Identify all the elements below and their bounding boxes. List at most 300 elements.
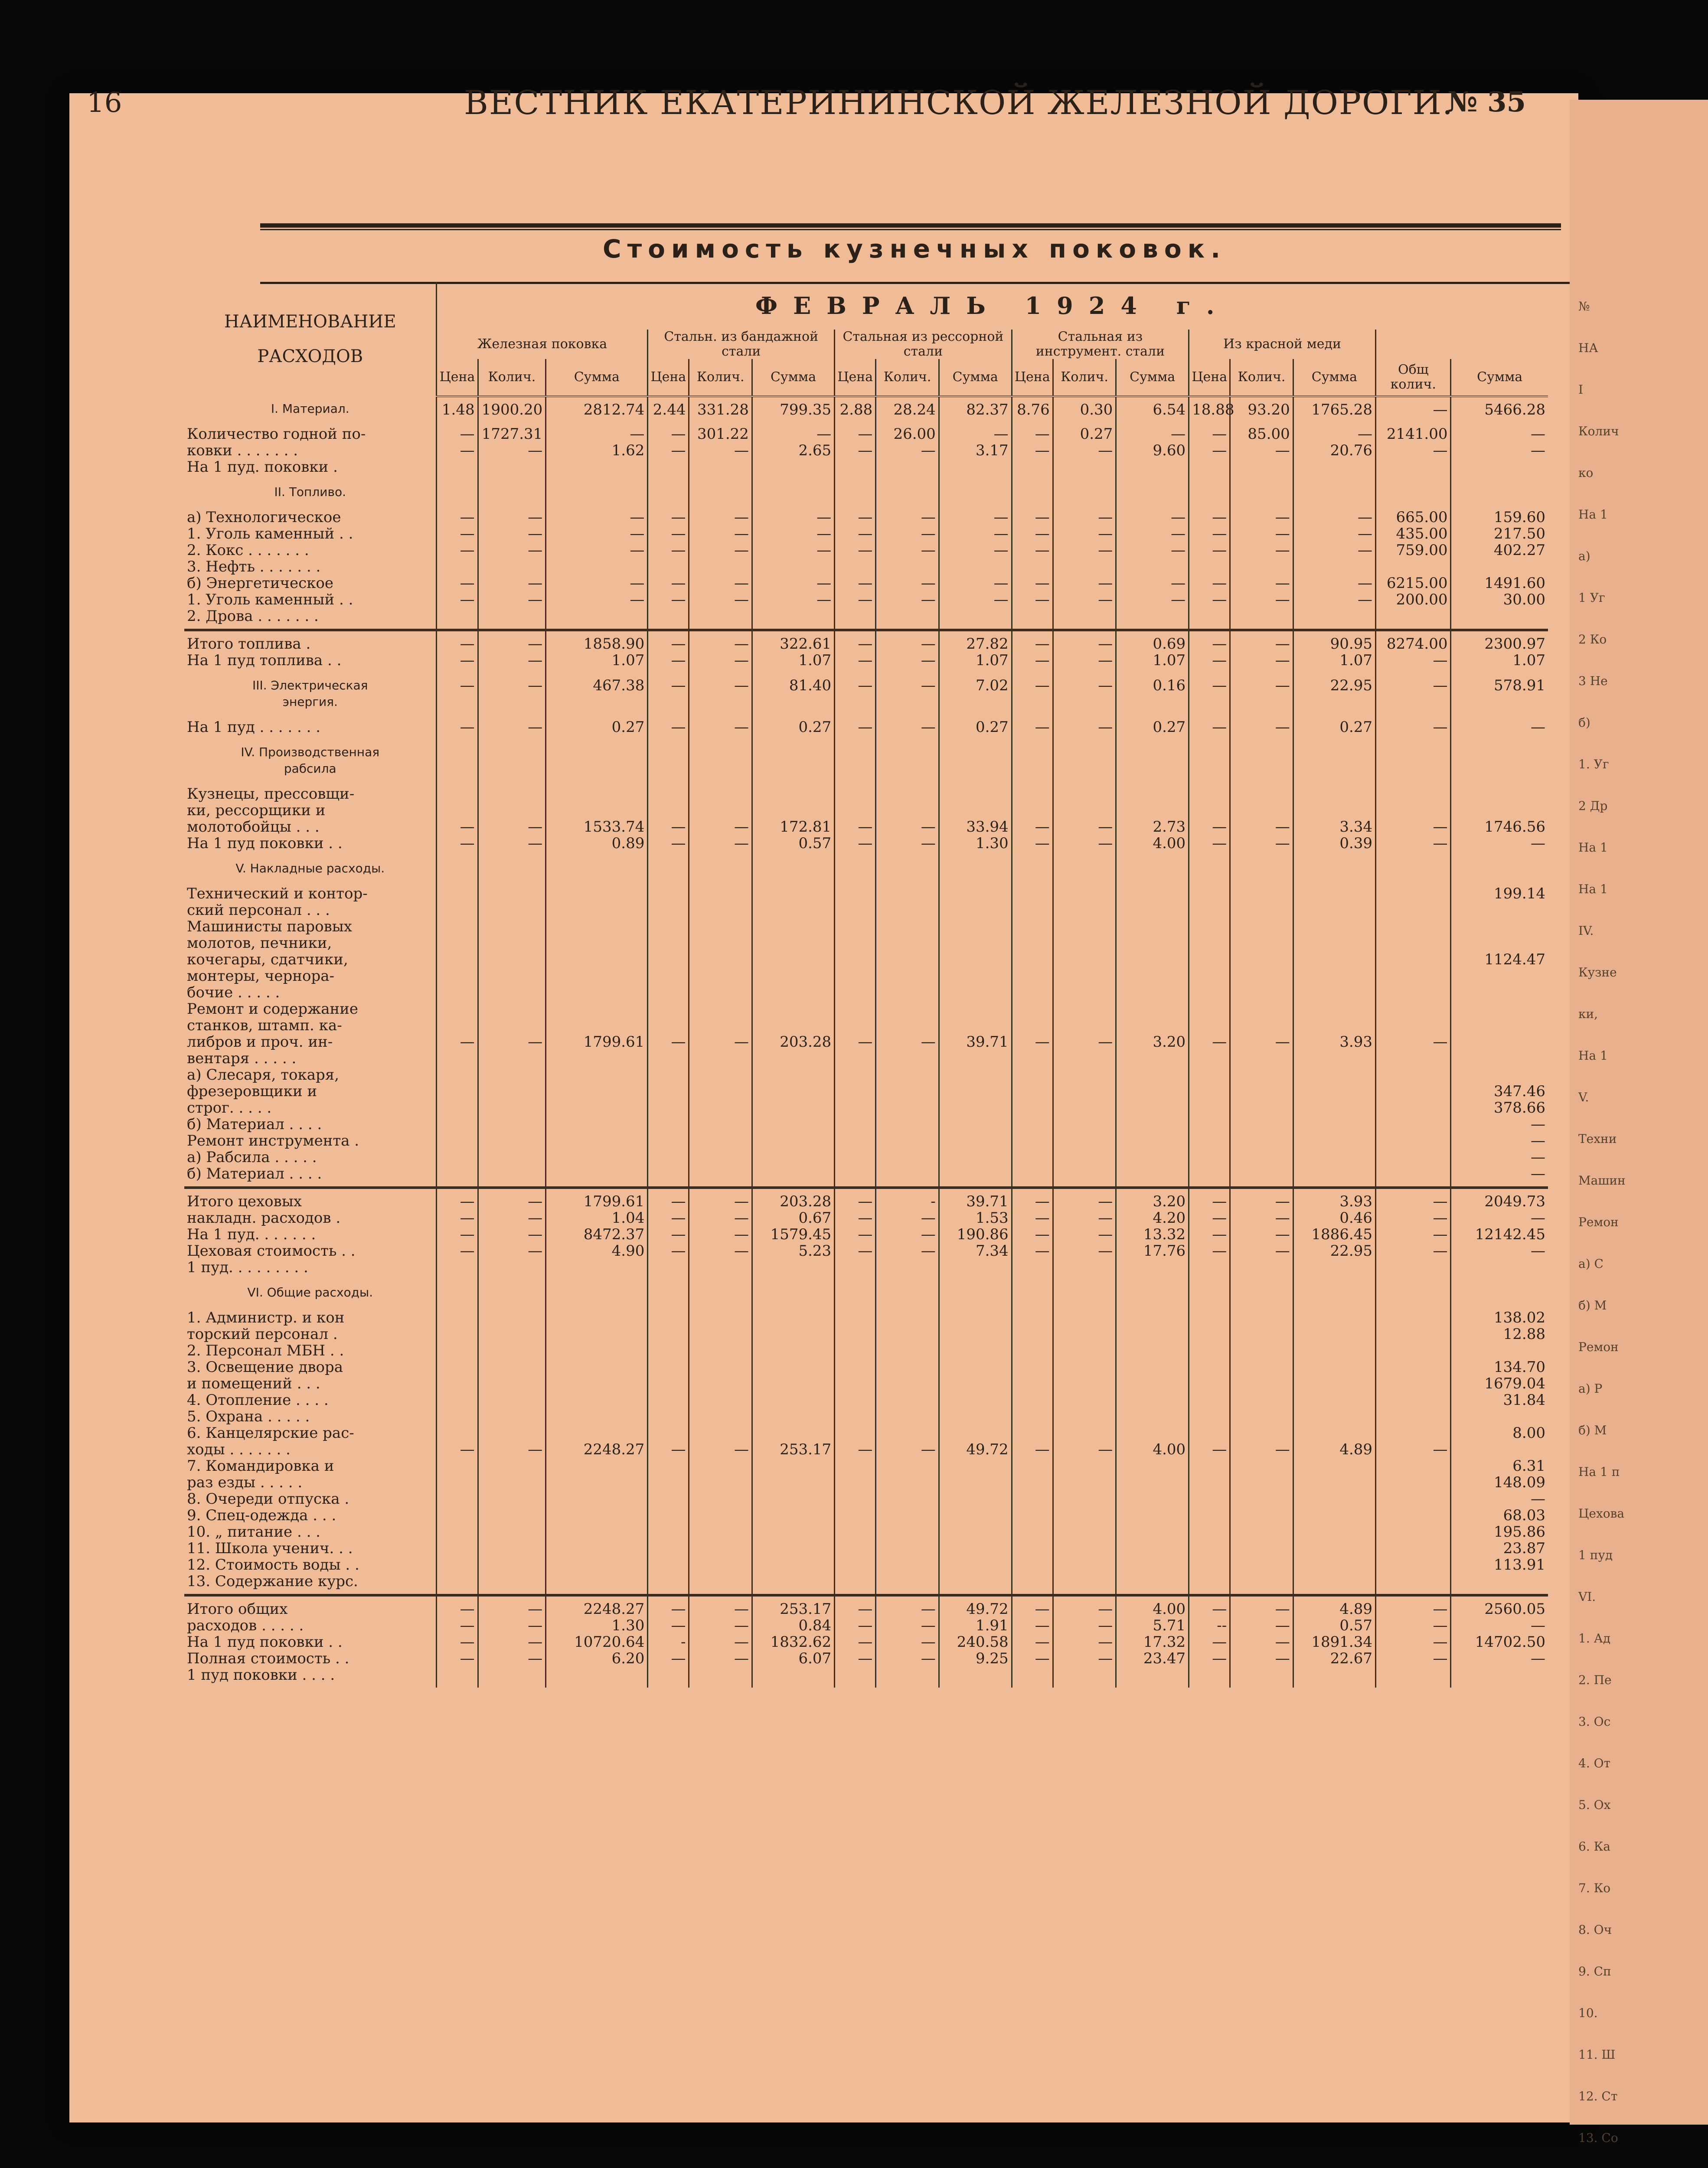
table-cell: 1900.20 (478, 396, 546, 421)
table-cell: — — (1451, 421, 1548, 480)
table-cell: 1.48 (437, 396, 478, 421)
table-cell: 90.95 1.07 (1293, 630, 1375, 673)
adjacent-page-text: а) С (1578, 1257, 1603, 1271)
table-cell: — — — — — (437, 505, 478, 630)
table-cell (546, 480, 648, 505)
row-header: НАИМЕНОВАНИЕ РАСХОДОВ (224, 312, 396, 366)
table-cell: — — (437, 630, 478, 673)
table-cell: 467.38 (546, 673, 648, 715)
table-cell (835, 1280, 876, 1305)
table-cell: 5466.28 (1451, 396, 1548, 421)
table-cell: — (437, 715, 478, 740)
subcolumn-header: Сумма (752, 359, 834, 396)
table-row (184, 740, 1548, 781)
section-heading: II. Топливо. (274, 485, 346, 499)
table-cell (939, 740, 1012, 781)
table-cell: — (876, 673, 939, 715)
table-cell: — — — — (1376, 1595, 1451, 1688)
table-cell: — (876, 1305, 939, 1595)
table-cell: 2.88 (835, 396, 876, 421)
table-cell (478, 740, 546, 781)
table-row (184, 673, 1548, 715)
table-cell: 253.17 0.84 1832.62 6.07 (752, 1595, 834, 1688)
subcolumn-header: Цена (648, 359, 689, 396)
table-cell: — — — — — (1053, 505, 1116, 630)
table-cell (1053, 480, 1116, 505)
table-cell: — — (835, 630, 876, 673)
table-cell (1451, 740, 1548, 781)
table-cell: — (648, 1305, 689, 1595)
table-cell: — (1376, 673, 1451, 715)
table-cell: — (1376, 881, 1451, 1188)
table-cell: — (1230, 715, 1293, 740)
adjacent-page-text: Ремон (1578, 1215, 1619, 1229)
table-cell: 0.30 (1053, 396, 1116, 421)
table-cell (1230, 856, 1293, 881)
section-heading: I. Материал. (271, 402, 349, 416)
table-cell: — (478, 673, 546, 715)
table-cell: — — — — — (1293, 505, 1375, 630)
table-cell: — (1012, 715, 1053, 740)
table-cell: — (876, 715, 939, 740)
adjacent-page-text: Техни (1578, 1132, 1617, 1146)
table-cell: 49.72 1.91 240.58 9.25 (939, 1595, 1012, 1688)
subcolumn-header: Сумма (1293, 359, 1375, 396)
table-cell: 49.72 (939, 1305, 1012, 1595)
adjacent-page-text: НА (1578, 341, 1598, 355)
table-cell (478, 480, 546, 505)
table-cell: 2049.73 — 12142.45 — (1451, 1188, 1548, 1280)
row-label: Количество годной по- ковки . . . . . . . На 1 пуд. поковки . (187, 425, 366, 476)
table-cell: — (1189, 1305, 1230, 1595)
section-heading: VI. Общие расходы. (247, 1285, 373, 1299)
table-cell (478, 1280, 546, 1305)
table-cell: 322.61 1.07 (752, 630, 834, 673)
table-cell: — — — — — (689, 505, 752, 630)
subcolumn-header: Колич. (876, 359, 939, 396)
table-cell (1293, 480, 1375, 505)
table-cell: 2.44 (648, 396, 689, 421)
subcolumn-header: Цена (437, 359, 478, 396)
table-cell: 2248.27 1.30 10720.64 6.20 (546, 1595, 648, 1688)
table-cell: — — — — (1053, 1595, 1116, 1688)
table-cell: — — — — — (478, 505, 546, 630)
table-row (184, 1188, 1548, 1280)
table-cell (1376, 740, 1451, 781)
table-cell: — (835, 1305, 876, 1595)
table-cell: — 1.62 (546, 421, 648, 480)
group-header: Из красной меди (1189, 330, 1376, 359)
table-row (184, 480, 1548, 505)
table-cell: 799.35 (752, 396, 834, 421)
table-cell: — 20.76 (1293, 421, 1375, 480)
table-cell (546, 740, 648, 781)
subcolumn-header: Колич. (1053, 359, 1116, 396)
adjacent-page-text: 2 Ко (1578, 632, 1607, 646)
adjacent-page-text: 1 Уг (1578, 591, 1605, 605)
table-cell (689, 480, 752, 505)
table-cell: 2560.05 — 14702.50 — (1451, 1595, 1548, 1688)
table-cell: 1533.74 0.89 (546, 781, 648, 856)
row-label: Итого общих расходов . . . . . На 1 пуд поковки . . Полная стоимость . . 1 пуд поковки . . . . (184, 1595, 437, 1688)
table-cell: — (1053, 1305, 1116, 1595)
table-row (184, 715, 1548, 740)
adjacent-page-text: б) М (1578, 1298, 1607, 1313)
table-cell (1116, 480, 1189, 505)
table-cell (1451, 856, 1548, 881)
adjacent-page-text: № (1578, 299, 1590, 313)
table-cell: — — (1053, 781, 1116, 856)
table-cell (752, 1280, 834, 1305)
table-cell: — (478, 881, 546, 1188)
subcolumn-header: Колич. (689, 359, 752, 396)
table-cell: — (689, 1305, 752, 1595)
table-cell (1116, 740, 1189, 781)
table-cell: — — (835, 421, 876, 480)
table-cell: — (835, 715, 876, 740)
table-cell: — — — — (648, 1188, 689, 1280)
adjacent-page-text: Машин (1578, 1173, 1626, 1188)
table-cell: 3.20 4.20 13.32 17.76 (1116, 1188, 1189, 1280)
table-cell (1116, 1280, 1189, 1305)
table-cell: 4.00 5.71 17.32 23.47 (1116, 1595, 1189, 1688)
adjacent-page-text: ко (1578, 466, 1594, 480)
table-cell: — — (835, 781, 876, 856)
group-header: Железная поковка (437, 330, 648, 359)
table-row (184, 1305, 1548, 1595)
table-cell: — — (648, 421, 689, 480)
table-cell: 199.14 1124.47 347.46 378.66 — — — — (1451, 881, 1548, 1188)
table-cell: — — (1053, 630, 1116, 673)
table-cell: — — — — — (835, 505, 876, 630)
table-cell: 0.16 (1116, 673, 1189, 715)
table-cell: — — (1189, 630, 1230, 673)
table-cell: — — (1012, 781, 1053, 856)
adjacent-page-text: а) (1578, 549, 1590, 563)
table-cell: — (835, 673, 876, 715)
table-cell (876, 480, 939, 505)
table-cell: — 9.60 (1116, 421, 1189, 480)
table-cell: 253.17 (752, 1305, 834, 1595)
subcolumn-header: Колич. (478, 359, 546, 396)
table-cell: 1799.61 1.04 8472.37 4.90 (546, 1188, 648, 1280)
table-cell: 7.02 (939, 673, 1012, 715)
table-row (184, 1280, 1548, 1305)
table-cell: — — (689, 781, 752, 856)
table-cell: — — — — (689, 1595, 752, 1688)
group-header: Стальная из инструмент. стали (1012, 330, 1189, 359)
table-cell: 39.71 1.53 190.86 7.34 (939, 1188, 1012, 1280)
total-column-header: Общ колич. (1376, 359, 1451, 396)
table-cell: — — - — (648, 1595, 689, 1688)
table-cell: — — — — (437, 1595, 478, 1688)
table-cell (1293, 856, 1375, 881)
table-cell: — — (478, 630, 546, 673)
table-cell: — — — — — (546, 505, 648, 630)
table-cell: — (1012, 881, 1053, 1188)
table-cell: — — — — (1189, 1188, 1230, 1280)
table-cell: — — — — (1053, 1188, 1116, 1280)
table-cell: — (1012, 1305, 1053, 1595)
adjacent-page-edge (1570, 100, 1708, 2145)
table-cell: — (689, 673, 752, 715)
table-cell: 1799.61 (546, 881, 648, 1188)
table-cell: 4.00 (1116, 1305, 1189, 1595)
row-label: Итого топлива . На 1 пуд топлива . . (184, 630, 437, 673)
table-cell (1376, 856, 1451, 881)
table-cell: — (835, 881, 876, 1188)
table-cell: 578.91 (1451, 673, 1548, 715)
table-cell (689, 856, 752, 881)
table-cell: — (1376, 715, 1451, 740)
table-row (184, 630, 1548, 673)
adjacent-page-text: На 1 п (1578, 1465, 1620, 1479)
table-cell (1189, 1280, 1230, 1305)
adjacent-page-text: 10. (1578, 2006, 1598, 2020)
section-heading: III. Электрическая энергия. (252, 678, 368, 709)
table-cell (876, 856, 939, 881)
table-cell: 2300.97 1.07 (1451, 630, 1548, 673)
row-label: Кузнецы, прессовщи- ки, рессорщики и молотобойцы . . . На 1 пуд поковки . . (187, 785, 355, 852)
table-cell: — — (1012, 630, 1053, 673)
table-cell: 3.93 (1293, 881, 1375, 1188)
adjacent-page-text: IV. (1578, 924, 1594, 938)
table-cell (939, 480, 1012, 505)
table-cell: — (1376, 1305, 1451, 1595)
table-cell: — (648, 881, 689, 1188)
header-rule (260, 223, 1561, 228)
group-header: Стальн. из бандажной стали (648, 330, 835, 359)
table-cell: 4.89 (1293, 1305, 1375, 1595)
table-row (184, 781, 1548, 856)
table-cell: — — (1230, 630, 1293, 673)
table-cell: — (437, 673, 478, 715)
table-cell (939, 856, 1012, 881)
subcolumn-header: Сумма (546, 359, 648, 396)
table-cell: — — — — — (648, 505, 689, 630)
adjacent-page-text: б) (1578, 715, 1590, 730)
table-cell: 6.54 (1116, 396, 1189, 421)
table-cell: — — — — (835, 1188, 876, 1280)
table-cell: 2141.00 — (1376, 421, 1451, 480)
table-cell: — — (1189, 421, 1230, 480)
table-cell: — — — — — (1116, 505, 1189, 630)
table-cell (1293, 740, 1375, 781)
adjacent-page-text: Ремон (1578, 1340, 1619, 1354)
table-cell: 3.34 0.39 (1293, 781, 1375, 856)
table-cell: 4.89 0.57 1891.34 22.67 (1293, 1595, 1375, 1688)
adjacent-page-text: 4. От (1578, 1756, 1611, 1770)
subcolumn-header: Цена (1189, 359, 1230, 396)
table-cell: 0.27 (546, 715, 648, 740)
adjacent-page-text: VI. (1578, 1590, 1596, 1604)
table-cell (1116, 856, 1189, 881)
table-cell (648, 1280, 689, 1305)
table-cell (1376, 480, 1451, 505)
table-cell (648, 740, 689, 781)
table-cell: 93.20 (1230, 396, 1293, 421)
adjacent-page-text: На 1 (1578, 1048, 1608, 1063)
table-cell: — — — — — (876, 505, 939, 630)
table-cell: 81.40 (752, 673, 834, 715)
adjacent-page-text: 1. Ад (1578, 1631, 1611, 1646)
table-cell: — — — — (1376, 1188, 1451, 1280)
table-cell: — (876, 881, 939, 1188)
table-row (184, 505, 1548, 630)
table-cell: — (1189, 673, 1230, 715)
adjacent-page-text: б) М (1578, 1423, 1607, 1437)
table-cell (689, 740, 752, 781)
table-cell (1189, 856, 1230, 881)
table-cell: — — — — — (939, 505, 1012, 630)
row-label: Итого цеховых накладн. расходов . На 1 пуд. . . . . . . Цеховая стоимость . . 1 пуд. . . . . . . . . (184, 1188, 437, 1280)
table-cell (835, 856, 876, 881)
table-row (184, 856, 1548, 881)
table-cell: — — (437, 781, 478, 856)
table-cell: — (689, 881, 752, 1188)
table-cell: 2248.27 (546, 1305, 648, 1595)
adjacent-page-text: На 1 (1578, 507, 1608, 522)
adjacent-page-text: 13. Со (1578, 2131, 1618, 2145)
row-label: а) Технологическое 1. Уголь каменный . . 2. Кокс . . . . . . . 3. Нефть . . . . . . . б) Энергетическое 1. Уголь каменный . . 2. Дрова . . . . . . . (187, 509, 353, 625)
table-cell: — -- — — (1189, 1595, 1230, 1688)
table-cell: 138.02 12.88 134.70 1679.04 31.84 8.00 6.31 148.09 — 68.03 195.86 23.87 113.91 (1451, 1305, 1548, 1595)
table-cell: — — (876, 630, 939, 673)
table-cell: — — (876, 781, 939, 856)
table-cell: — (1189, 881, 1230, 1188)
table-cell: — (1230, 1305, 1293, 1595)
table-cell: — — (1376, 781, 1451, 856)
table-cell: 39.71 (939, 881, 1012, 1188)
subcolumn-header: Цена (835, 359, 876, 396)
table-cell: 331.28 (689, 396, 752, 421)
table-cell (1053, 856, 1116, 881)
table-cell: — (1230, 673, 1293, 715)
table-cell: — — — — — (1189, 505, 1230, 630)
table-cell: — — (648, 781, 689, 856)
table-cell (478, 856, 546, 881)
table-cell (1230, 1280, 1293, 1305)
table-cell: — — — — (876, 1595, 939, 1688)
page-number: 16 (87, 87, 122, 119)
table-cell: — — — — (437, 1188, 478, 1280)
table-cell (876, 1280, 939, 1305)
table-cell: 203.28 (752, 881, 834, 1188)
table-row (184, 396, 1548, 421)
group-header: Стальная из рессорной стали (835, 330, 1012, 359)
adjacent-page-text: Цехова (1578, 1506, 1625, 1521)
table-cell: — (648, 673, 689, 715)
adjacent-page-text: На 1 (1578, 882, 1608, 896)
table-cell: 172.81 0.57 (752, 781, 834, 856)
table-cell (1189, 480, 1230, 505)
table-cell: 2.73 4.00 (1116, 781, 1189, 856)
table-cell: — (1053, 881, 1116, 1188)
table-cell: — — — — (835, 1595, 876, 1688)
table-cell (835, 480, 876, 505)
table-cell: — — — — (1230, 1595, 1293, 1688)
subcolumn-header: Сумма (1116, 359, 1189, 396)
adjacent-page-text: I (1578, 382, 1584, 397)
table-cell (437, 480, 478, 505)
table-cell: — (437, 1305, 478, 1595)
adjacent-page-text: На 1 (1578, 840, 1608, 855)
section-heading: V. Накладные расходы. (235, 861, 385, 875)
table-cell: — (1012, 673, 1053, 715)
table-cell: — (437, 881, 478, 1188)
table-cell (1230, 740, 1293, 781)
table-cell (752, 740, 834, 781)
table-cell (1012, 480, 1053, 505)
table-cell: 301.22 — (689, 421, 752, 480)
adjacent-page-text: 8. Оч (1578, 1923, 1612, 1937)
row-label: На 1 пуд . . . . . . . (187, 718, 321, 736)
adjacent-page-text: 9. Сп (1578, 1964, 1611, 1979)
table-cell: — — — — — (752, 505, 834, 630)
table-row (184, 881, 1548, 1188)
table-cell: — (1053, 715, 1116, 740)
table-cell (939, 1280, 1012, 1305)
table-cell: — — (437, 421, 478, 480)
table-cell (835, 740, 876, 781)
table-cell (1012, 856, 1053, 881)
table-cell: 203.28 0.67 1579.45 5.23 (752, 1188, 834, 1280)
table-cell: 8274.00 — (1376, 630, 1451, 673)
table-cell: 0.27 (752, 715, 834, 740)
adjacent-page-text: а) Р (1578, 1381, 1603, 1396)
table-cell (1451, 480, 1548, 505)
table-cell (1053, 740, 1116, 781)
adjacent-page-text: 1. Уг (1578, 757, 1609, 771)
adjacent-page-text: 7. Ко (1578, 1881, 1611, 1895)
table-cell: 0.27 (1116, 715, 1189, 740)
journal-title: ВЕСТНИК ЕКАТЕРИНИНСКОЙ ЖЕЛЕЗНОЙ ДОРОГИ. (464, 83, 1454, 122)
subcolumn-header: Сумма (939, 359, 1012, 396)
subcolumn-header: Цена (1012, 359, 1053, 396)
adjacent-page-text: 12. Ст (1578, 2089, 1618, 2103)
table-cell: 3.20 (1116, 881, 1189, 1188)
table-cell: — (1189, 715, 1230, 740)
table-cell: — (689, 715, 752, 740)
table-cell (1376, 1280, 1451, 1305)
table-cell (752, 856, 834, 881)
table-cell: 0.27 (1293, 715, 1375, 740)
table-cell (437, 856, 478, 881)
adjacent-page-text: 6. Ка (1578, 1839, 1610, 1854)
table-cell: 8.76 (1012, 396, 1053, 421)
adjacent-page-text: V. (1578, 1090, 1589, 1104)
table-cell: 27.82 1.07 (939, 630, 1012, 673)
period-header: ФЕВРАЛЬ 1924 г. (437, 282, 1548, 330)
table-cell: 665.00 435.00 759.00 6215.00 200.00 (1376, 505, 1451, 630)
table-cell: 2812.74 (546, 396, 648, 421)
table-row (184, 1595, 1548, 1688)
total-column-header: Сумма (1451, 359, 1548, 396)
table-cell: 3.93 0.46 1886.45 22.95 (1293, 1188, 1375, 1280)
adjacent-page-text: 5. Ох (1578, 1798, 1611, 1812)
table-cell: 0.27 (939, 715, 1012, 740)
section-heading: IV. Производственная рабсила (241, 745, 380, 776)
table-cell (437, 740, 478, 781)
table-cell: 28.24 (876, 396, 939, 421)
table-cell: 85.00 — (1230, 421, 1293, 480)
issue-number: № 35 (1447, 86, 1526, 118)
table-cell: — — (689, 630, 752, 673)
table-cell (1230, 480, 1293, 505)
adjacent-page-text: 3 Не (1578, 674, 1608, 688)
table-cell (1053, 1280, 1116, 1305)
row-label: 1. Администр. и кон торский персонал . 2. Персонал МБН . . 3. Освещение двора и помещений . . . 4. Отопление . . . . 5. Охрана . . . . . 6. Канцелярские рас- ходы . . . . . . . 7. Командировка и раз езды . . . . . 8. Очереди отпуска . 9. Спец-одежда . . . 10. „ питание . . . 11. Школа ученич. . . 12. Стоимость воды . . 13. Содержание курс. (187, 1309, 359, 1590)
